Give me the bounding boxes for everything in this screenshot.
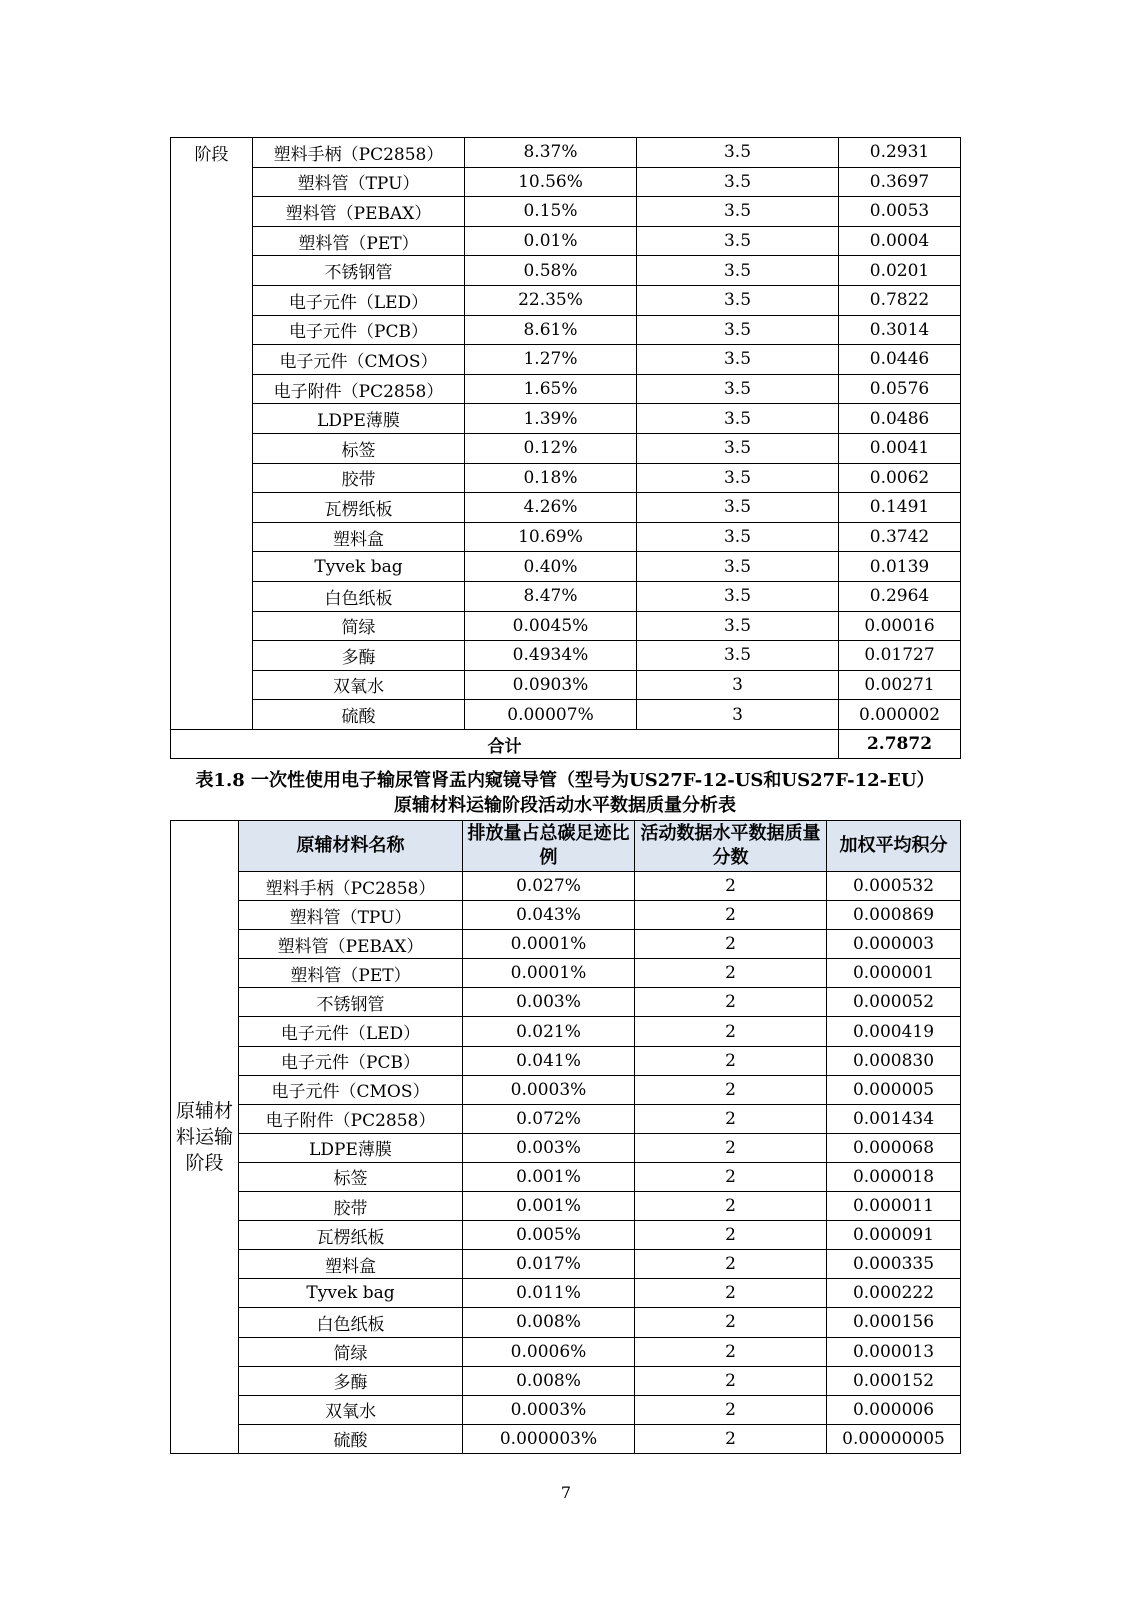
weighted-cell: 0.2931	[839, 138, 961, 168]
table-row	[171, 404, 961, 434]
material-name-cell: 电子附件（PC2858）	[239, 1104, 463, 1133]
weighted-cell: 0.001434	[827, 1104, 961, 1133]
score-cell: 3.5	[637, 641, 839, 671]
material-name-cell: 硫酸	[239, 1424, 463, 1453]
ratio-cell: 0.4934%	[465, 641, 637, 671]
weighted-cell: 0.000830	[827, 1046, 961, 1075]
score-cell: 3.5	[637, 522, 839, 552]
table-row	[171, 1279, 961, 1308]
ratio-cell: 0.40%	[465, 552, 637, 582]
ratio-cell: 0.008%	[463, 1308, 635, 1337]
score-cell: 3.5	[637, 581, 839, 611]
ratio-cell: 0.18%	[465, 463, 637, 493]
weighted-cell: 0.0446	[839, 345, 961, 375]
weighted-cell: 0.0486	[839, 404, 961, 434]
ratio-cell: 0.008%	[463, 1366, 635, 1395]
page-number: 7	[560, 1483, 572, 1502]
weighted-cell: 0.000006	[827, 1395, 961, 1424]
table-row	[171, 226, 961, 256]
score-cell: 3	[637, 700, 839, 730]
ratio-cell: 0.0903%	[465, 670, 637, 700]
ratio-cell: 0.01%	[465, 226, 637, 256]
weighted-cell: 0.000001	[827, 959, 961, 988]
ratio-cell: 0.021%	[463, 1017, 635, 1046]
table-row	[171, 463, 961, 493]
weighted-cell: 0.0062	[839, 463, 961, 493]
table-row	[171, 1337, 961, 1366]
header-ratio: 排放量占总碳足迹比例	[463, 821, 635, 872]
score-cell: 2	[635, 959, 827, 988]
header-score: 活动数据水平数据质量分数	[635, 821, 827, 872]
ratio-cell: 8.61%	[465, 315, 637, 345]
total-label: 合计	[171, 729, 839, 759]
material-name-cell: 塑料手柄（PC2858）	[253, 138, 465, 168]
table-row	[171, 1366, 961, 1395]
table-row	[171, 581, 961, 611]
score-cell: 3.5	[637, 433, 839, 463]
weighted-cell: 0.000091	[827, 1221, 961, 1250]
weighted-cell: 0.000156	[827, 1308, 961, 1337]
score-cell: 3.5	[637, 315, 839, 345]
table-row	[171, 1017, 961, 1046]
score-cell: 2	[635, 1221, 827, 1250]
score-cell: 3.5	[637, 611, 839, 641]
table-row	[171, 285, 961, 315]
material-name-cell: LDPE薄膜	[239, 1133, 463, 1162]
table-row	[171, 552, 961, 582]
material-name-cell: Tyvek bag	[253, 552, 465, 582]
material-name-cell: 胶带	[253, 463, 465, 493]
material-name-cell: 多酶	[253, 641, 465, 671]
weighted-cell: 0.000152	[827, 1366, 961, 1395]
material-name-cell: 胶带	[239, 1192, 463, 1221]
material-name-cell: 电子元件（LED）	[239, 1017, 463, 1046]
ratio-cell: 8.47%	[465, 581, 637, 611]
material-name-cell: 塑料管（PET）	[253, 226, 465, 256]
material-name-cell: 简绿	[239, 1337, 463, 1366]
ratio-cell: 0.043%	[463, 901, 635, 930]
table-row	[171, 197, 961, 227]
score-cell: 2	[635, 901, 827, 930]
weighted-cell: 0.00271	[839, 670, 961, 700]
table-row	[171, 433, 961, 463]
material-name-cell: Tyvek bag	[239, 1279, 463, 1308]
score-cell: 3.5	[637, 167, 839, 197]
score-cell: 2	[635, 1162, 827, 1191]
material-name-cell: 硫酸	[253, 700, 465, 730]
ratio-cell: 0.12%	[465, 433, 637, 463]
table-row	[171, 1104, 961, 1133]
ratio-cell: 0.00007%	[465, 700, 637, 730]
ratio-cell: 0.0003%	[463, 1075, 635, 1104]
ratio-cell: 0.072%	[463, 1104, 635, 1133]
material-name-cell: 塑料盒	[253, 522, 465, 552]
transport-quality-table	[170, 820, 961, 1454]
material-name-cell: 简绿	[253, 611, 465, 641]
weighted-cell: 0.000335	[827, 1250, 961, 1279]
material-name-cell: 瓦楞纸板	[239, 1221, 463, 1250]
material-name-cell: 塑料管（TPU）	[253, 167, 465, 197]
table-row	[171, 641, 961, 671]
table-row	[171, 988, 961, 1017]
table-row	[171, 256, 961, 286]
material-name-cell: 塑料盒	[239, 1250, 463, 1279]
table-row	[171, 700, 961, 730]
stage-cell: 阶段	[171, 138, 253, 730]
material-name-cell: 标签	[239, 1162, 463, 1191]
table-row	[171, 1395, 961, 1424]
weighted-cell: 0.0139	[839, 552, 961, 582]
score-cell: 3.5	[637, 463, 839, 493]
weighted-cell: 0.000011	[827, 1192, 961, 1221]
ratio-cell: 4.26%	[465, 493, 637, 523]
table-caption	[170, 768, 960, 818]
header-weighted: 加权平均积分	[827, 821, 961, 872]
score-cell: 2	[635, 1308, 827, 1337]
material-name-cell: 电子附件（PC2858）	[253, 374, 465, 404]
material-name-cell: 塑料手柄（PC2858）	[239, 872, 463, 901]
weighted-cell: 0.000869	[827, 901, 961, 930]
weighted-cell: 0.000222	[827, 1279, 961, 1308]
material-name-cell: 电子元件（PCB）	[253, 315, 465, 345]
ratio-cell: 22.35%	[465, 285, 637, 315]
weighted-cell: 0.00016	[839, 611, 961, 641]
table-row	[171, 1424, 961, 1453]
ratio-cell: 0.0006%	[463, 1337, 635, 1366]
weighted-cell: 0.0004	[839, 226, 961, 256]
table-row	[171, 138, 961, 168]
ratio-cell: 1.65%	[465, 374, 637, 404]
score-cell: 2	[635, 1250, 827, 1279]
table-row	[171, 1221, 961, 1250]
score-cell: 3.5	[637, 345, 839, 375]
ratio-cell: 0.003%	[463, 1133, 635, 1162]
ratio-cell: 1.27%	[465, 345, 637, 375]
material-name-cell: 双氧水	[239, 1395, 463, 1424]
weighted-cell: 0.000003	[827, 930, 961, 959]
ratio-cell: 0.001%	[463, 1192, 635, 1221]
score-cell: 3.5	[637, 404, 839, 434]
score-cell: 2	[635, 1046, 827, 1075]
weighted-cell: 0.000068	[827, 1133, 961, 1162]
caption-line-1: 表1.8 一次性使用电子输尿管肾盂内窥镜导管（型号为US27F-12-US和US27F-12-EU）	[195, 770, 935, 791]
weighted-cell: 0.00000005	[827, 1424, 961, 1453]
table-row	[171, 1162, 961, 1191]
weighted-cell: 0.1491	[839, 493, 961, 523]
ratio-cell: 0.027%	[463, 872, 635, 901]
ratio-cell: 0.58%	[465, 256, 637, 286]
ratio-cell: 0.011%	[463, 1279, 635, 1308]
score-cell: 2	[635, 1337, 827, 1366]
weighted-cell: 0.3742	[839, 522, 961, 552]
score-cell: 2	[635, 872, 827, 901]
table-row	[171, 374, 961, 404]
score-cell: 2	[635, 1424, 827, 1453]
score-cell: 2	[635, 1133, 827, 1162]
transport-table-body	[171, 821, 961, 1454]
table-row	[171, 1192, 961, 1221]
material-name-cell: 白色纸板	[253, 581, 465, 611]
stage-cell: 原辅材料运输阶段	[171, 821, 239, 1454]
material-name-cell: 塑料管（PET）	[239, 959, 463, 988]
material-name-cell: 塑料管（PEBAX）	[239, 930, 463, 959]
score-cell: 2	[635, 988, 827, 1017]
ratio-cell: 1.39%	[465, 404, 637, 434]
table-row	[171, 930, 961, 959]
score-cell: 3.5	[637, 138, 839, 168]
table-row	[171, 1250, 961, 1279]
continued-table-body	[171, 138, 961, 759]
score-cell: 3.5	[637, 374, 839, 404]
ratio-cell: 0.0001%	[463, 930, 635, 959]
caption-line-2: 原辅材料运输阶段活动水平数据质量分析表	[394, 795, 736, 816]
table-row	[171, 959, 961, 988]
table-row	[171, 1308, 961, 1337]
score-cell: 3.5	[637, 226, 839, 256]
table-row	[171, 345, 961, 375]
weighted-cell: 0.000018	[827, 1162, 961, 1191]
weighted-cell: 0.0201	[839, 256, 961, 286]
material-name-cell: 电子元件（LED）	[253, 285, 465, 315]
score-cell: 3.5	[637, 197, 839, 227]
total-value: 2.7872	[839, 729, 961, 759]
score-cell: 3.5	[637, 285, 839, 315]
ratio-cell: 0.0003%	[463, 1395, 635, 1424]
score-cell: 3.5	[637, 493, 839, 523]
table-row	[171, 872, 961, 901]
score-cell: 3	[637, 670, 839, 700]
ratio-cell: 10.69%	[465, 522, 637, 552]
material-name-cell: 塑料管（PEBAX）	[253, 197, 465, 227]
weighted-cell: 0.000013	[827, 1337, 961, 1366]
continued-quality-table	[170, 137, 961, 759]
weighted-cell: 0.3014	[839, 315, 961, 345]
weighted-cell: 0.000002	[839, 700, 961, 730]
weighted-cell: 0.7822	[839, 285, 961, 315]
table-row	[171, 1046, 961, 1075]
ratio-cell: 0.0001%	[463, 959, 635, 988]
material-name-cell: 电子元件（CMOS）	[239, 1075, 463, 1104]
total-row	[171, 729, 961, 759]
ratio-cell: 0.005%	[463, 1221, 635, 1250]
material-name-cell: 塑料管（TPU）	[239, 901, 463, 930]
ratio-cell: 0.003%	[463, 988, 635, 1017]
table-row	[171, 315, 961, 345]
score-cell: 2	[635, 1279, 827, 1308]
table-row	[171, 901, 961, 930]
table-row	[171, 1133, 961, 1162]
score-cell: 2	[635, 930, 827, 959]
weighted-cell: 0.000005	[827, 1075, 961, 1104]
material-name-cell: 双氧水	[253, 670, 465, 700]
ratio-cell: 0.15%	[465, 197, 637, 227]
weighted-cell: 0.0041	[839, 433, 961, 463]
material-name-cell: 白色纸板	[239, 1308, 463, 1337]
material-name-cell: LDPE薄膜	[253, 404, 465, 434]
ratio-cell: 0.0045%	[465, 611, 637, 641]
score-cell: 2	[635, 1395, 827, 1424]
material-name-cell: 不锈钢管	[253, 256, 465, 286]
weighted-cell: 0.0053	[839, 197, 961, 227]
material-name-cell: 多酶	[239, 1366, 463, 1395]
ratio-cell: 0.001%	[463, 1162, 635, 1191]
score-cell: 2	[635, 1104, 827, 1133]
material-name-cell: 标签	[253, 433, 465, 463]
weighted-cell: 0.000532	[827, 872, 961, 901]
table-row	[171, 493, 961, 523]
weighted-cell: 0.0576	[839, 374, 961, 404]
ratio-cell: 8.37%	[465, 138, 637, 168]
header-material-name: 原辅材料名称	[239, 821, 463, 872]
ratio-cell: 0.041%	[463, 1046, 635, 1075]
score-cell: 2	[635, 1192, 827, 1221]
material-name-cell: 电子元件（PCB）	[239, 1046, 463, 1075]
ratio-cell: 0.000003%	[463, 1424, 635, 1453]
table-row	[171, 167, 961, 197]
material-name-cell: 电子元件（CMOS）	[253, 345, 465, 375]
ratio-cell: 0.017%	[463, 1250, 635, 1279]
score-cell: 2	[635, 1075, 827, 1104]
score-cell: 2	[635, 1366, 827, 1395]
weighted-cell: 0.000419	[827, 1017, 961, 1046]
weighted-cell: 0.01727	[839, 641, 961, 671]
ratio-cell: 10.56%	[465, 167, 637, 197]
weighted-cell: 0.2964	[839, 581, 961, 611]
header-row	[171, 821, 961, 872]
score-cell: 2	[635, 1017, 827, 1046]
table-row	[171, 1075, 961, 1104]
material-name-cell: 瓦楞纸板	[253, 493, 465, 523]
material-name-cell: 不锈钢管	[239, 988, 463, 1017]
weighted-cell: 0.3697	[839, 167, 961, 197]
table-row	[171, 611, 961, 641]
score-cell: 3.5	[637, 552, 839, 582]
weighted-cell: 0.000052	[827, 988, 961, 1017]
table-row	[171, 670, 961, 700]
table-row	[171, 522, 961, 552]
score-cell: 3.5	[637, 256, 839, 286]
